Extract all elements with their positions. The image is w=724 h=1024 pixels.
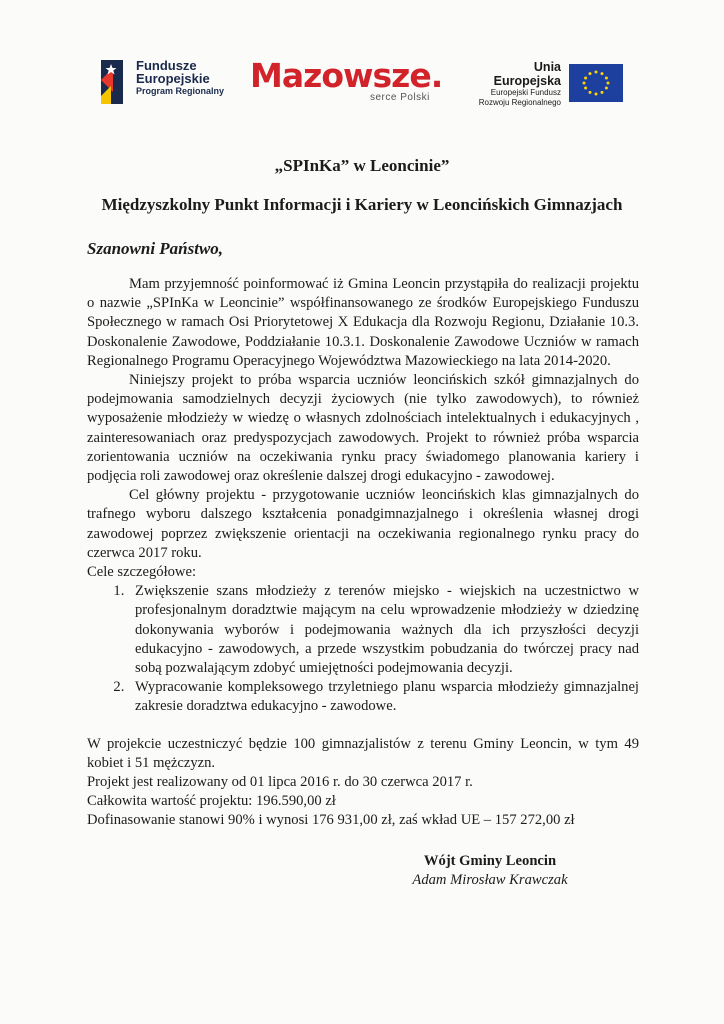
letter-body (87, 275, 639, 831)
period-text: Projekt jest realizowany od 01 lipca 2016 r. do 30 czerwca 2017 r. (87, 774, 473, 791)
ue-line3: Rozwoju Regionalnego (478, 98, 561, 107)
mazowsze-tagline: serce Polski (370, 92, 430, 103)
mazowsze-wordmark: Mazowsze. (250, 56, 443, 95)
signature-role: Wójt Gminy Leoncin (423, 853, 557, 869)
fe-line1: Fundusze (136, 58, 197, 73)
ue-line1: Unia Europejska (493, 60, 561, 88)
fe-line2: Europejskie (136, 71, 210, 86)
fundusze-europejskie-logo-icon (101, 60, 123, 104)
total-value-text: Całkowita wartość projektu: 196.590,00 zł (87, 793, 336, 810)
paragraph-main-goal: Cel główny projektu - przygotowanie uczniów leoncińskich klas gimnazjalnych do trafnego wyboru dalszego kształcenia ponadgimnazjalnego i określenia własnej drogi zawodowej poprzez zwiększenie orientacji na oczekiwania regionalnego rynku pracy do czerwca 2017 roku. (87, 487, 639, 561)
participants-text: W projekcie uczestniczyć będzie 100 gimnazjalistów z terenu Gminy Leoncin, w tym 49 kobiet i 51 mężczyzn. (87, 735, 639, 771)
funding-text: Dofinasowanie stanowi 90% i wynosi 176 931,00 zł, zaś wkład UE – 157 272,00 zł (87, 812, 575, 829)
ue-line2: Europejski Fundusz (490, 88, 561, 97)
goals-heading: Cele szczegółowe: (87, 564, 196, 581)
fundusze-europejskie-text (136, 59, 224, 97)
greeting: Szanowni Państwo, (87, 239, 224, 258)
header-logos (0, 54, 724, 110)
goal-item: 2. Wypracowanie kompleksowego trzyletniego planu wsparcia młodzieży gimnazjalnej zakresie doradztwa edukacyjno - zawodowe. (128, 678, 639, 716)
paragraph-intro: Mam przyjemność poinformować iż Gmina Leoncin przystąpiła do realizacji projektu o nazwie „SPInKa w Leoncinie” współfinansowanego ze środków Europejskiego Funduszu Społecznego w ramach Osi Priorytetowej X Edukacja dla Rozwoju Regionu, Działanie 10.3. Doskonalenie Zawodowe, Poddziałanie 10.3.1. Doskonalenie Zawodowe Uczniów w ramach Regionalnego Programu Operacyjnego Województwa Mazowieckiego na lata 2014-2020. (87, 276, 639, 369)
unia-europejska-text (470, 60, 561, 108)
goal-item: 1. Zwiększenie szans młodzieży z terenów miejsko - wiejskich na uczestnictwo w profesjonalnym doradztwie mającym na celu wprowadzenie młodzieży w dziedzinę dokonywania wyborów i podejmowania ważnych dla ich przyszłości decyzji edukacyjno - zawodowych, a przede wszystkim pobudzania do twórczej pracy nad sobą pozwalającym zdobyć umiejętności podejmowania decyzji. (128, 582, 639, 678)
mazowsze-logo (250, 56, 443, 106)
paragraph-project-description: Niniejszy projekt to próba wsparcia uczniów leoncińskich szkół gimnazjalnych do podejmowania samodzielnych decyzji życiowych (nie tylko zawodowych), to również wyposażenie młodzieży w wiedzę o własnych zdolnościach intelektualnych i edukacyjnych , zainteresowaniach oraz predyspozycjach zawodowych. Projekt to również próba wsparcia zorientowania uczniów na oczekiwania rynku pracy świadomego planowania kariery i podjęcia roli zawodowej oraz określenie dalszej drogi edukacyjno - zawodowej. (87, 372, 639, 485)
fe-line3: Program Regionalny (136, 86, 225, 96)
goals-list (87, 582, 639, 716)
page-title: „SPInKa” w Leoncinie” (274, 156, 450, 175)
signature-block (400, 852, 580, 890)
page-subtitle: Międzyszkolny Punkt Informacji i Kariery w Leoncińskich Gimnazjach (101, 195, 623, 214)
eu-flag-icon (569, 64, 623, 102)
signature-name: Adam Mirosław Krawczak (412, 872, 568, 888)
